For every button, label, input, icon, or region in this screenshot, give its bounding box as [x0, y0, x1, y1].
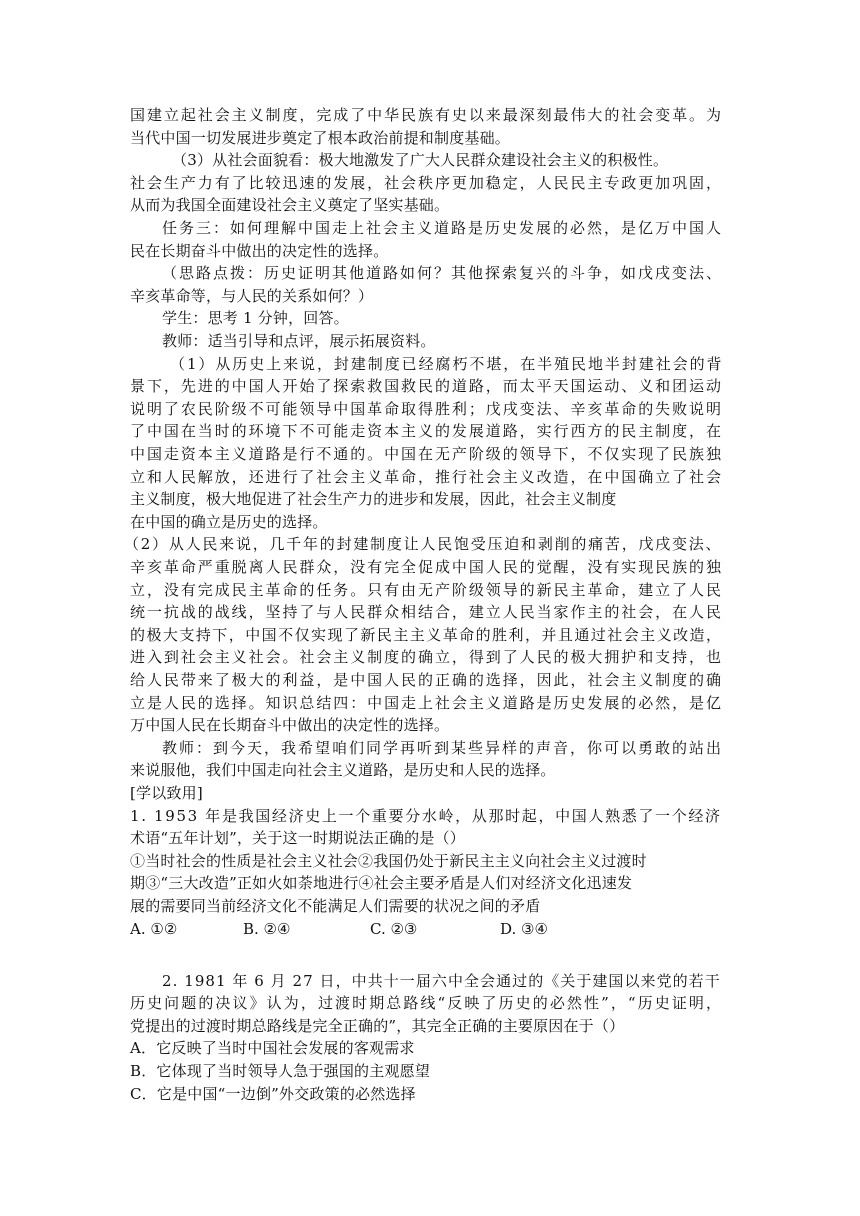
- text-line: 中国走资本主义道路是行不通的。中国在无产阶级的领导下，不仅实现了民族独: [130, 445, 723, 463]
- text-line: 立，没有完成民主革命的任务。只有由无产阶级领导的新民主革命，建立了人民: [130, 580, 723, 599]
- text-line: 进入到社会主义社会。社会主义制度的确立，得到了人民的极大拥护和支持，也: [130, 648, 723, 667]
- question-2-option: B．它体现了当时领导人急于强国的主观愿望: [130, 1062, 431, 1080]
- text-line: 给人民带来了极大的利益，是中国人民的正确的选择，因此，社会主义制度的确: [130, 671, 723, 689]
- question-2-option: C．它是中国“一边倒”外交政策的必然选择: [130, 1084, 416, 1103]
- text-line: 景下，先进的中国人开始了探索救国救民的道路，而太平天国运动、义和团运动: [130, 377, 723, 396]
- text-line: 来说服他，我们中国走向社会主义道路，是历史和人民的选择。: [130, 761, 556, 780]
- text-line: 当代中国一切发展进步奠定了根本政治前提和制度基础。: [130, 128, 511, 147]
- text-line: 了中国在当时的环境下不可能走资本主义的发展道路，实行西方的民主制度，在: [130, 422, 723, 441]
- text-line: 民在长期奋斗中做出的决定性的选择。: [130, 241, 389, 260]
- text-line: 国建立起社会主义制度，完成了中华民族有史以来最深刻最伟大的社会变革。为: [130, 106, 723, 124]
- text-line: 在中国的确立是历史的选择。: [130, 512, 328, 531]
- text-line: 1. 1953 年是我国经济史上一个重要分水岭，从那时起，中国人熟悉了一个经济: [130, 806, 722, 825]
- text-line: 任务三：如何理解中国走上社会主义道路是历史发展的必然，是亿万中国人: [162, 219, 724, 237]
- text-line: 辛亥革命严重脱离人民群众，没有完全促成中国人民的觉醒，没有实现民族的独: [130, 558, 723, 576]
- text-line: 展的需要同当前经济文化不能满足人们需要的状况之间的矛盾: [130, 897, 541, 915]
- text-line: 从而为我国全面建设社会主义奠定了坚实基础。: [130, 196, 450, 215]
- option-b: B. ②④: [243, 919, 291, 938]
- option-a: A. ①②: [130, 919, 178, 938]
- question-2-stem-line: 2. 1981 年 6 月 27 日，中共十一届六中全会通过的《关于建国以来党的若干: [162, 971, 721, 990]
- text-line: （2）从人民来说，几千年的封建制度让人民饱受压迫和剥削的痛苦，戊戌变法、: [124, 535, 723, 554]
- text-line: （1）从历史上来说，封建制度已经腐朽不堪，在半殖民地半封建社会的背: [170, 354, 724, 373]
- question-2-stem-line: 党提出的过渡时期总路线是完全正确的”，其完全正确的主要原因在于（）: [130, 1016, 625, 1035]
- text-line: 学生：思考 1 分钟，回答。: [162, 309, 349, 328]
- text-line: 统一抗战的战线，坚持了与人民群众相结合，建立人民当家作主的社会，在人民: [130, 603, 723, 622]
- text-line: 万中国人民在长期奋斗中做出的决定性的选择。: [130, 716, 450, 735]
- question-2-option: A．它反映了当时中国社会发展的客观需求: [130, 1039, 415, 1058]
- text-line: 教师：适当引导和点评，展示拓展资料。: [162, 332, 436, 350]
- text-line: 辛亥革命等，与人民的关系如何？）: [130, 286, 374, 305]
- text-line: 主义制度，极大地促进了社会生产力的进步和发展，因此，社会主义制度: [130, 490, 617, 509]
- text-line: （3）从社会面貌看：极大地激发了广大人民群众建设社会主义的积极性。: [172, 151, 669, 170]
- text-line: [学以致用]: [130, 784, 203, 802]
- option-d: D. ③④: [500, 919, 548, 938]
- text-line: ①当时社会的性质是社会主义社会②我国仍处于新民主主义向社会主义过渡时: [130, 851, 647, 870]
- question-2-stem-line: 历史问题的决议》认为，过渡时期总路线“反映了历史的必然性”，“历史证明，: [130, 994, 724, 1013]
- text-line: （思路点拨：历史证明其他道路如何？其他探索复兴的斗争，如戊戌变法、: [162, 264, 724, 283]
- text-line: 说明了农民阶级不可能领导中国革命取得胜利；戊戌变法、辛亥革命的失败说明: [130, 399, 723, 418]
- text-line: 术语“五年计划”，关于这一时期说法正确的是（）: [130, 829, 465, 848]
- option-c: C. ②③: [370, 919, 418, 938]
- text-line: 社会生产力有了比较迅速的发展，社会秩序更加稳定，人民民主专政更加巩固，: [130, 173, 723, 192]
- text-line: 的极大支持下，中国不仅实现了新民主主义革命的胜利，并且通过社会主义改造，: [130, 625, 723, 644]
- text-line: 期③“三大改造”正如火如荼地进行④社会主要矛盾是人们对经济文化迅速发: [130, 874, 633, 893]
- text-line: 立和人民解放，还进行了社会主义革命，推行社会主义改造，在中国确立了社会: [130, 467, 723, 486]
- text-line: 立是人民的选择。知识总结四：中国走上社会主义道路是历史发展的必然，是亿: [130, 693, 723, 712]
- text-line: 教师：到今天，我希望咱们同学再听到某些异样的声音，你可以勇敢的站出: [162, 738, 724, 757]
